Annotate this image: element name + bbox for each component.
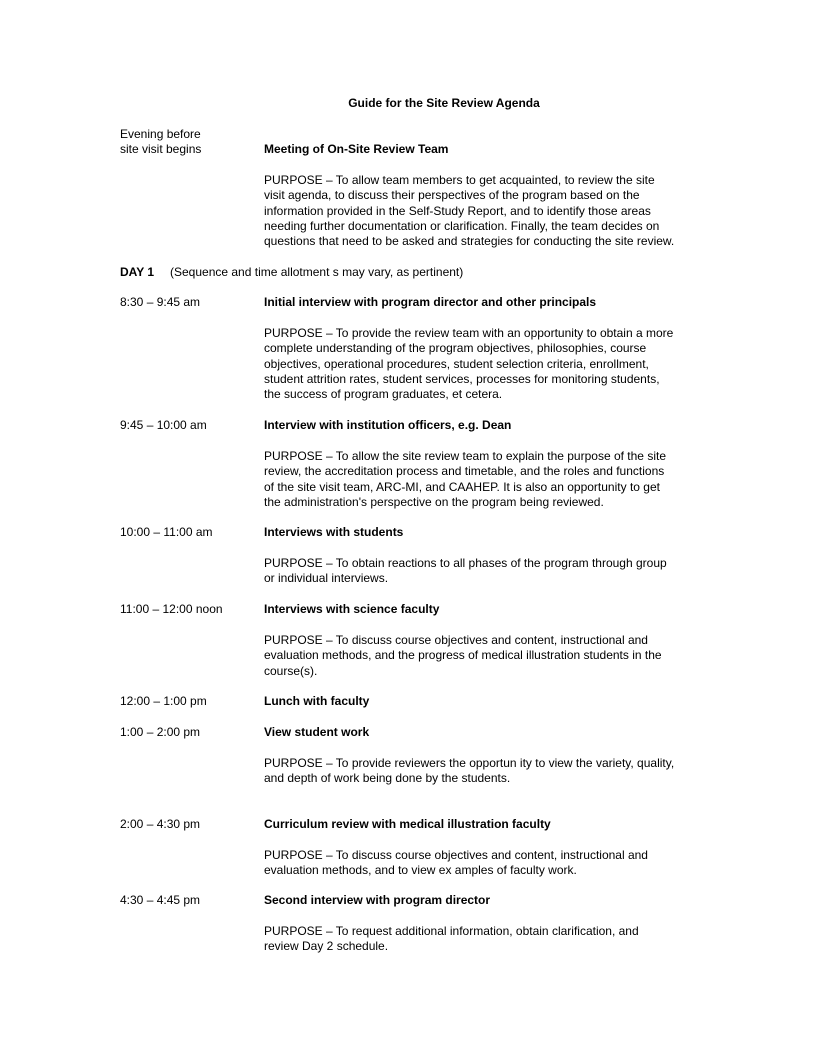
agenda-purpose-line: review, the accreditation process and timetable, and the roles and functions: [264, 464, 665, 479]
evening-time-line: site visit begins: [120, 142, 202, 156]
page-title: Guide for the Site Review Agenda: [348, 96, 540, 110]
evening-purpose-line: questions that need to be asked and strategies for conducting the site review.: [264, 234, 675, 249]
agenda-purpose-line: student attrition rates, student services, processes for monitoring students,: [264, 371, 660, 386]
agenda-heading: View student work: [264, 725, 370, 739]
evening-heading: Meeting of On-Site Review Team: [264, 142, 449, 156]
agenda-time: 2:00 – 4:30 pm: [120, 817, 201, 831]
agenda-purpose-line: course(s).: [264, 663, 318, 678]
agenda-purpose-line: or individual interviews.: [264, 571, 389, 586]
evening-purpose-line: PURPOSE – To allow team members to get acquainted, to review the site: [264, 173, 655, 187]
agenda-heading: Interview with institution officers, e.g. Dean: [264, 418, 512, 432]
evening-purpose-line: visit agenda, to discuss their perspectives of the program based on the: [264, 188, 640, 203]
evening-purpose-line: needing further documentation or clarification. Finally, the team decides on: [264, 218, 660, 233]
agenda-purpose-line: PURPOSE – To discuss course objectives and content, instructional and: [264, 633, 648, 647]
agenda-time: 4:30 – 4:45 pm: [120, 893, 201, 907]
agenda-purpose-line: PURPOSE – To request additional information, obtain clarification, and: [264, 924, 639, 938]
agenda-purpose-line: PURPOSE – To discuss course objectives and content, instructional and: [264, 848, 648, 862]
agenda-time: 8:30 – 9:45 am: [120, 295, 201, 309]
agenda-heading: Interviews with science faculty: [264, 602, 440, 616]
agenda-purpose-line: PURPOSE – To provide reviewers the opportun ity to view the variety, quality,: [264, 756, 675, 770]
agenda-purpose-line: the success of program graduates, et cetera.: [264, 387, 503, 402]
agenda-purpose-line: objectives, operational procedures, student selection criteria, enrollment,: [264, 356, 649, 371]
agenda-heading: Initial interview with program director and other principals: [264, 295, 597, 309]
agenda-purpose-line: PURPOSE – To obtain reactions to all phases of the program through group: [264, 556, 667, 570]
agenda-time: 1:00 – 2:00 pm: [120, 725, 201, 739]
agenda-purpose-line: the administration's perspective on the program being reviewed.: [264, 494, 604, 509]
agenda-purpose-line: PURPOSE – To allow the site review team to explain the purpose of the site: [264, 449, 666, 463]
agenda-purpose-line: PURPOSE – To provide the review team with an opportunity to obtain a more: [264, 326, 674, 340]
agenda-purpose-line: of the site visit team, ARC-MI, and CAAHEP. It is also an opportunity to get: [264, 479, 660, 494]
agenda-heading: Lunch with faculty: [264, 694, 370, 708]
agenda-time: 10:00 – 11:00 am: [120, 525, 213, 539]
agenda-heading: Interviews with students: [264, 525, 404, 539]
agenda-heading: Second interview with program director: [264, 893, 491, 907]
agenda-time: 9:45 – 10:00 am: [120, 418, 207, 432]
agenda-purpose-line: and depth of work being done by the students.: [264, 771, 511, 786]
agenda-time: 12:00 – 1:00 pm: [120, 694, 207, 708]
agenda-purpose-line: complete understanding of the program objectives, philosophies, course: [264, 341, 647, 356]
agenda-purpose-line: evaluation methods, and the progress of medical illustration students in the: [264, 648, 662, 663]
agenda-purpose-line: evaluation methods, and to view ex amples of faculty work.: [264, 863, 577, 878]
agenda-time: 11:00 – 12:00 noon: [120, 602, 223, 616]
agenda-purpose-line: review Day 2 schedule.: [264, 939, 389, 954]
day1-note: (Sequence and time allotment s may vary, as pertinent): [170, 265, 464, 279]
evening-purpose-line: information provided in the Self-Study Report, and to identify those areas: [264, 203, 651, 218]
evening-time-line: Evening before: [120, 127, 201, 141]
day1-label: DAY 1: [120, 265, 155, 279]
agenda-heading: Curriculum review with medical illustration faculty: [264, 817, 551, 831]
